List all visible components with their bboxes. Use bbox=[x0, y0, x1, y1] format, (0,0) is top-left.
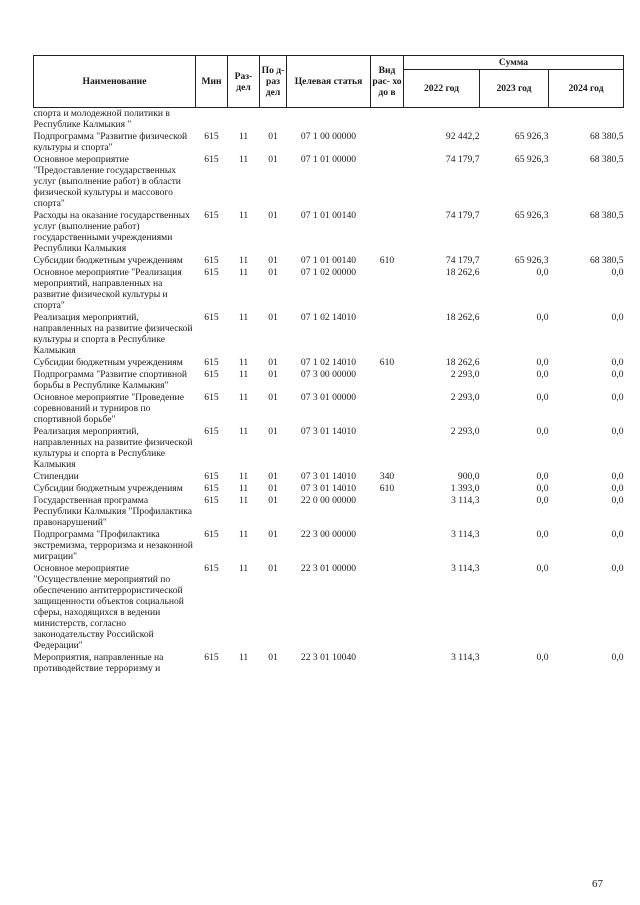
cell-vid bbox=[371, 312, 404, 357]
cell-razdel: 11 bbox=[238, 210, 249, 221]
table-row bbox=[34, 495, 624, 529]
cell-razdel: 11 bbox=[238, 154, 249, 165]
cell-target: 07 3 01 14010 bbox=[300, 483, 357, 494]
cell-razdel: 11 bbox=[238, 652, 249, 663]
cell-2023: 0,0 bbox=[536, 563, 549, 574]
col-header-vid: Вид рас- хо до в bbox=[371, 56, 404, 108]
cell-2024: 0,0 bbox=[611, 529, 624, 540]
cell-razdel: 11 bbox=[238, 255, 249, 266]
table-row bbox=[34, 369, 624, 392]
table-row bbox=[34, 483, 624, 495]
cell-min: 615 bbox=[204, 312, 219, 323]
cell-2023: 0,0 bbox=[536, 267, 549, 278]
cell-podrazdel: 01 bbox=[268, 210, 278, 221]
cell-2022: 92 442,2 bbox=[445, 131, 480, 142]
table-row bbox=[34, 108, 624, 132]
cell-min bbox=[196, 108, 228, 132]
table-row bbox=[34, 652, 624, 675]
col-header-2024: 2024 год bbox=[549, 70, 624, 108]
cell-target: 22 3 00 00000 bbox=[300, 529, 357, 540]
cell-2023: 65 926,3 bbox=[514, 131, 549, 142]
table-row bbox=[34, 255, 624, 267]
cell-name: Основное мероприятие "Предоставление государственных услуг (выполнение работ) в области физической культуры и массового спорта" bbox=[33, 154, 181, 209]
cell-target: 07 1 01 00140 bbox=[300, 210, 357, 221]
col-header-razdel: Раз-дел bbox=[228, 56, 260, 108]
cell-2022: 3 114,3 bbox=[451, 563, 480, 574]
cell-2022: 18 262,6 bbox=[445, 312, 480, 323]
col-header-2023: 2023 год bbox=[480, 70, 549, 108]
cell-2024: 0,0 bbox=[611, 563, 624, 574]
cell-vid bbox=[371, 495, 404, 529]
cell-2022: 74 179,7 bbox=[445, 210, 480, 221]
cell-2024: 0,0 bbox=[611, 357, 624, 368]
cell-2023: 0,0 bbox=[536, 495, 549, 506]
cell-podrazdel: 01 bbox=[268, 652, 278, 663]
cell-name: спорта и молодежной политики в Республике Калмыкия " bbox=[33, 108, 170, 130]
cell-2024: 0,0 bbox=[611, 392, 624, 403]
cell-vid: 610 bbox=[379, 357, 395, 368]
cell-name: Подпрограмма "Развитие спортивной борьбы в Республике Калмыкия" bbox=[33, 369, 188, 391]
cell-min: 615 bbox=[204, 563, 219, 574]
col-header-2022: 2022 год bbox=[404, 70, 480, 108]
table-row bbox=[34, 267, 624, 312]
cell-vid bbox=[371, 131, 404, 154]
cell-target: 07 3 01 14010 bbox=[300, 426, 357, 437]
table-row bbox=[34, 563, 624, 652]
cell-min: 615 bbox=[204, 131, 219, 142]
cell-razdel: 11 bbox=[238, 529, 249, 540]
cell-min: 615 bbox=[204, 471, 219, 482]
cell-name: Основное мероприятие "Реализация мероприятий, направленных на развитие физической культуры и спорта" bbox=[33, 267, 182, 311]
cell-vid bbox=[371, 529, 404, 563]
cell-2022: 2 293,0 bbox=[450, 426, 480, 437]
cell-2022 bbox=[404, 108, 480, 132]
cell-2022: 3 114,3 bbox=[451, 652, 480, 663]
cell-target: 07 3 00 00000 bbox=[300, 369, 357, 380]
col-header-name: Наименование bbox=[34, 56, 196, 108]
cell-target: 07 3 01 00000 bbox=[300, 392, 357, 403]
cell-min: 615 bbox=[204, 210, 219, 221]
cell-target: 22 3 01 10040 bbox=[300, 652, 357, 663]
col-header-min: Мин bbox=[196, 56, 228, 108]
cell-razdel: 11 bbox=[238, 369, 249, 380]
cell-2022: 2 293,0 bbox=[450, 392, 480, 403]
cell-name: Государственная программа Республики Калмыкия "Профилактика правонарушений" bbox=[33, 495, 193, 528]
cell-2023: 0,0 bbox=[536, 529, 549, 540]
cell-target: 07 1 02 00000 bbox=[300, 267, 357, 278]
table-header bbox=[34, 56, 624, 108]
cell-vid: 610 bbox=[379, 483, 395, 494]
cell-2023: 0,0 bbox=[536, 471, 549, 482]
col-header-podrazdel: По д- раз дел bbox=[260, 56, 287, 108]
cell-podrazdel: 01 bbox=[268, 131, 278, 142]
cell-vid bbox=[371, 154, 404, 210]
cell-min: 615 bbox=[204, 255, 219, 266]
cell-2023: 0,0 bbox=[536, 369, 549, 380]
budget-table bbox=[33, 55, 624, 675]
cell-vid bbox=[371, 392, 404, 426]
cell-target: 07 1 02 14010 bbox=[300, 312, 357, 323]
cell-podrazdel bbox=[260, 108, 287, 132]
cell-name: Основное мероприятие "Проведение соревнований и турниров по спортивной борьбе" bbox=[33, 392, 184, 425]
cell-2023: 0,0 bbox=[536, 357, 549, 368]
cell-razdel: 11 bbox=[238, 495, 249, 506]
cell-min: 615 bbox=[204, 529, 219, 540]
cell-min: 615 bbox=[204, 267, 219, 278]
cell-razdel: 11 bbox=[238, 563, 249, 574]
cell-vid bbox=[371, 267, 404, 312]
cell-podrazdel: 01 bbox=[268, 563, 278, 574]
cell-2024: 68 380,5 bbox=[589, 210, 624, 221]
cell-2022: 3 114,3 bbox=[451, 529, 480, 540]
cell-2023: 0,0 bbox=[536, 312, 549, 323]
cell-2024: 0,0 bbox=[611, 267, 624, 278]
cell-vid bbox=[371, 108, 404, 132]
cell-2024: 0,0 bbox=[611, 471, 624, 482]
cell-min: 615 bbox=[204, 426, 219, 437]
cell-podrazdel: 01 bbox=[268, 267, 278, 278]
table-row bbox=[34, 210, 624, 255]
cell-2022: 18 262,6 bbox=[445, 357, 480, 368]
cell-min: 615 bbox=[204, 357, 219, 368]
cell-podrazdel: 01 bbox=[268, 483, 278, 494]
cell-2024: 0,0 bbox=[611, 369, 624, 380]
cell-2022: 3 114,3 bbox=[451, 495, 480, 506]
cell-name: Расходы на оказание государственных услуг (выполнение работ) государственными учреждениями Республики Калмыкия bbox=[33, 210, 190, 254]
cell-podrazdel: 01 bbox=[268, 495, 278, 506]
cell-name: Подпрограмма "Развитие физической культуры и спорта" bbox=[33, 131, 188, 153]
cell-2024: 0,0 bbox=[611, 312, 624, 323]
cell-target: 07 3 01 14010 bbox=[300, 471, 357, 482]
cell-razdel: 11 bbox=[238, 471, 249, 482]
table-row bbox=[34, 154, 624, 210]
cell-2024: 0,0 bbox=[611, 426, 624, 437]
cell-target: 07 1 02 14010 bbox=[300, 357, 357, 368]
cell-razdel: 11 bbox=[238, 131, 249, 142]
cell-vid: 340 bbox=[379, 471, 395, 482]
col-header-target: Целевая статья bbox=[287, 56, 371, 108]
cell-min: 615 bbox=[204, 652, 219, 663]
cell-target: 07 1 00 00000 bbox=[300, 131, 357, 142]
table-row bbox=[34, 131, 624, 154]
cell-2022: 18 262,6 bbox=[445, 267, 480, 278]
cell-vid bbox=[371, 652, 404, 675]
cell-2023: 65 926,3 bbox=[514, 210, 549, 221]
cell-2022: 74 179,7 bbox=[445, 255, 480, 266]
cell-2022: 900,0 bbox=[457, 471, 480, 482]
cell-min: 615 bbox=[204, 392, 219, 403]
cell-podrazdel: 01 bbox=[268, 357, 278, 368]
cell-2022: 74 179,7 bbox=[445, 154, 480, 165]
cell-name: Основное мероприятие "Осуществление мероприятий по обеспечению антитеррористической защищенности объектов социальной сферы, находящихся в ведении министерств, согласно законодательству Российской Федерации" bbox=[33, 563, 184, 651]
cell-razdel: 11 bbox=[238, 312, 249, 323]
cell-2023: 0,0 bbox=[536, 392, 549, 403]
cell-vid bbox=[371, 426, 404, 471]
cell-name: Реализация мероприятий, направленных на развитие физической культуры и спорта в Республике Калмыкия bbox=[33, 312, 193, 356]
cell-podrazdel: 01 bbox=[268, 255, 278, 266]
table-row bbox=[34, 426, 624, 471]
cell-target: 07 1 01 00000 bbox=[300, 154, 357, 165]
cell-razdel: 11 bbox=[238, 267, 249, 278]
cell-podrazdel: 01 bbox=[268, 471, 278, 482]
cell-target: 22 0 00 00000 bbox=[300, 495, 357, 506]
cell-2024: 0,0 bbox=[611, 483, 624, 494]
cell-target: 22 3 01 00000 bbox=[300, 563, 357, 574]
cell-razdel: 11 bbox=[238, 483, 249, 494]
cell-vid bbox=[371, 210, 404, 255]
cell-podrazdel: 01 bbox=[268, 392, 278, 403]
cell-vid: 610 bbox=[379, 255, 395, 266]
cell-2024 bbox=[549, 108, 624, 132]
cell-podrazdel: 01 bbox=[268, 312, 278, 323]
cell-target bbox=[287, 108, 371, 132]
table-row bbox=[34, 471, 624, 483]
cell-2024: 68 380,5 bbox=[589, 154, 624, 165]
cell-podrazdel: 01 bbox=[268, 154, 278, 165]
cell-name: Реализация мероприятий, направленных на развитие физической культуры и спорта в Республике Калмыкия bbox=[33, 426, 193, 470]
cell-name: Стипендии bbox=[33, 471, 79, 482]
cell-2024: 68 380,5 bbox=[589, 255, 624, 266]
table-row bbox=[34, 312, 624, 357]
cell-min: 615 bbox=[204, 369, 219, 380]
cell-podrazdel: 01 bbox=[268, 426, 278, 437]
table-body bbox=[34, 108, 624, 676]
cell-name: Субсидии бюджетным учреждениям bbox=[33, 483, 183, 494]
table-row bbox=[34, 529, 624, 563]
cell-2024: 0,0 bbox=[611, 652, 624, 663]
table-row bbox=[34, 357, 624, 369]
cell-2023: 0,0 bbox=[536, 426, 549, 437]
cell-name: Субсидии бюджетным учреждениям bbox=[33, 255, 183, 266]
cell-2023 bbox=[480, 108, 549, 132]
cell-razdel bbox=[228, 108, 260, 132]
cell-2024: 68 380,5 bbox=[589, 131, 624, 142]
cell-podrazdel: 01 bbox=[268, 369, 278, 380]
cell-2022: 1 393,0 bbox=[450, 483, 480, 494]
cell-2022: 2 293,0 bbox=[450, 369, 480, 380]
cell-2023: 65 926,3 bbox=[514, 154, 549, 165]
cell-name: Подпрограмма "Профилактика экстремизма, терроризма и незаконной миграции" bbox=[33, 529, 193, 562]
cell-podrazdel: 01 bbox=[268, 529, 278, 540]
cell-2023: 65 926,3 bbox=[514, 255, 549, 266]
cell-min: 615 bbox=[204, 483, 219, 494]
cell-vid bbox=[371, 369, 404, 392]
cell-name: Мероприятия, направленные на противодействие терроризму и bbox=[33, 652, 164, 674]
col-header-sum: Сумма bbox=[404, 56, 624, 70]
cell-min: 615 bbox=[204, 495, 219, 506]
cell-2023: 0,0 bbox=[536, 652, 549, 663]
cell-min: 615 bbox=[204, 154, 219, 165]
cell-razdel: 11 bbox=[238, 357, 249, 368]
page-number: 67 bbox=[592, 878, 603, 890]
cell-vid bbox=[371, 563, 404, 652]
table-row bbox=[34, 392, 624, 426]
cell-2023: 0,0 bbox=[536, 483, 549, 494]
cell-razdel: 11 bbox=[238, 426, 249, 437]
cell-razdel: 11 bbox=[238, 392, 249, 403]
cell-target: 07 1 01 00140 bbox=[300, 255, 357, 266]
cell-2024: 0,0 bbox=[611, 495, 624, 506]
cell-name: Субсидии бюджетным учреждениям bbox=[33, 357, 183, 368]
